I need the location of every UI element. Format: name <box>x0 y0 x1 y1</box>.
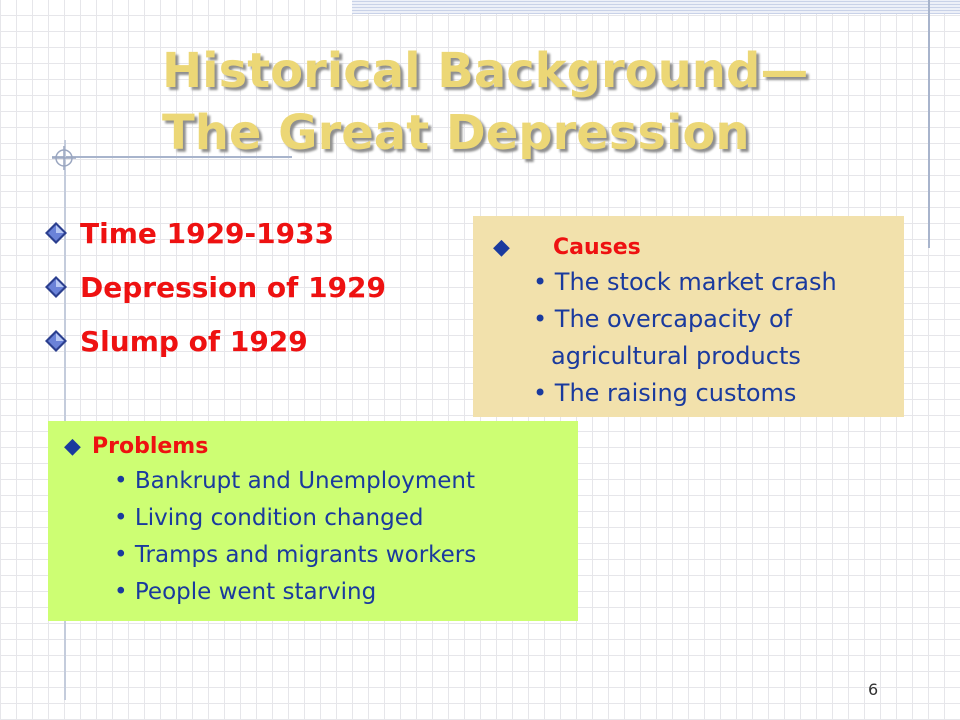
problems-item: • People went starving <box>114 579 377 605</box>
bullet-text: Depression of 1929 <box>80 270 387 304</box>
problems-item: • Tramps and migrants workers <box>114 542 477 568</box>
problems-item: • Bankrupt and Unemployment <box>114 468 475 494</box>
problems-heading-row <box>64 429 578 463</box>
causes-item-continuation: agricultural products <box>551 342 801 370</box>
header-decor-band <box>352 0 960 14</box>
causes-heading-row <box>493 230 904 264</box>
decor-vertical-line <box>928 0 930 248</box>
causes-item: • The overcapacity of <box>533 305 793 333</box>
bullet-item-depression <box>44 260 386 314</box>
crosshair-icon <box>52 146 76 170</box>
bullet-item-time <box>44 206 386 260</box>
causes-heading: Causes <box>553 234 641 260</box>
bullet-text: Slump of 1929 <box>80 324 308 358</box>
diamond-bullet-icon <box>44 275 68 299</box>
diamond-icon: ◆ <box>64 433 81 459</box>
causes-item: • The raising customs <box>533 379 797 407</box>
causes-box <box>473 216 904 417</box>
diamond-icon: ◆ <box>493 234 510 260</box>
slide-title-line-1: Historical Background— <box>162 43 809 99</box>
problems-list <box>64 463 578 611</box>
diamond-bullet-icon <box>44 221 68 245</box>
causes-item: • The stock market crash <box>533 268 837 296</box>
problems-heading: Problems <box>92 433 209 459</box>
main-bullet-list <box>44 206 386 368</box>
bullet-item-slump <box>44 314 386 368</box>
bullet-text: Time 1929-1933 <box>80 216 335 250</box>
slide-title <box>162 40 808 164</box>
page-number: 6 <box>868 680 879 699</box>
problems-item: • Living condition changed <box>114 505 424 531</box>
slide-title-line-2: The Great Depression <box>162 105 750 161</box>
causes-list <box>493 264 904 412</box>
diamond-bullet-icon <box>44 329 68 353</box>
problems-box <box>48 421 578 621</box>
